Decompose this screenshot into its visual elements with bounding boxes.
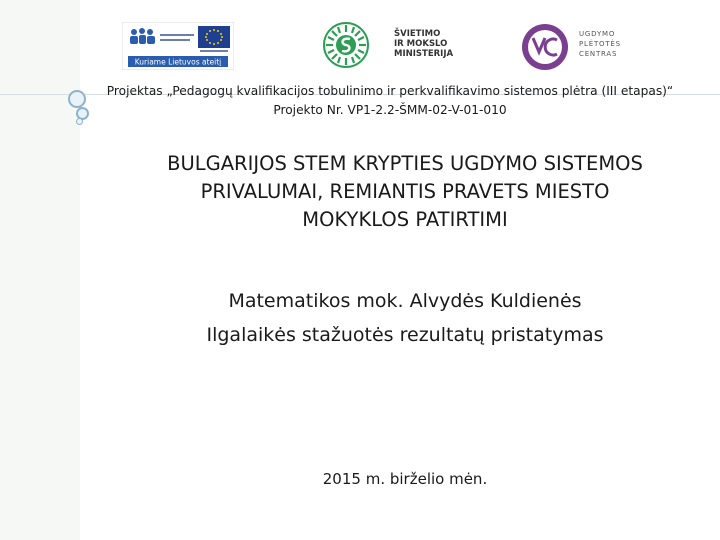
project-title: Projektas „Pedagogų kvalifikacijos tobulinimo ir perkvalifikavimo sistemos plėtra (III etapas)“ <box>106 84 674 98</box>
upc-text-line1: UGDYMO <box>579 30 616 38</box>
eu-logo-caption: Kuriame Lietuvos ateitį <box>134 57 222 67</box>
upc-text-line3: CENTRAS <box>579 50 618 58</box>
ministry-emblem-icon <box>324 23 368 67</box>
author-block <box>120 284 690 352</box>
upc-logo <box>521 22 641 72</box>
project-info <box>80 82 700 120</box>
presentation-subtitle: Ilgalaikės stažuotės rezultatų pristatymas <box>206 324 604 346</box>
slide-title-line1: BULGARIJOS STEM KRYPTIES UGDYMO SISTEMOS <box>167 152 643 175</box>
slide-title <box>120 150 690 234</box>
presentation-date: 2015 m. birželio mėn. <box>322 470 488 488</box>
ministry-text-line2: IR MOKSLO <box>394 39 448 49</box>
eu-funds-logo <box>122 22 234 70</box>
slide-title-line3: MOKYKLOS PATIRTIMI <box>302 208 508 231</box>
upc-emblem-icon <box>522 24 568 70</box>
ministry-text-line1: ŠVIETIMO <box>394 29 441 39</box>
left-decorative-band <box>0 0 80 540</box>
upc-text-line2: PLĖTOTĖS <box>579 40 621 48</box>
ministry-text-line3: MINISTERIJA <box>394 49 454 59</box>
ministry-logo <box>306 20 456 70</box>
slide-title-line2: PRIVALUMAI, REMIANTIS PRAVETS MIESTO <box>200 180 610 203</box>
author-name: Matematikos mok. Alvydės Kuldienės <box>228 290 582 312</box>
project-number: Projekto Nr. VP1-2.2-ŠMM-02-V-01-010 <box>273 103 507 117</box>
